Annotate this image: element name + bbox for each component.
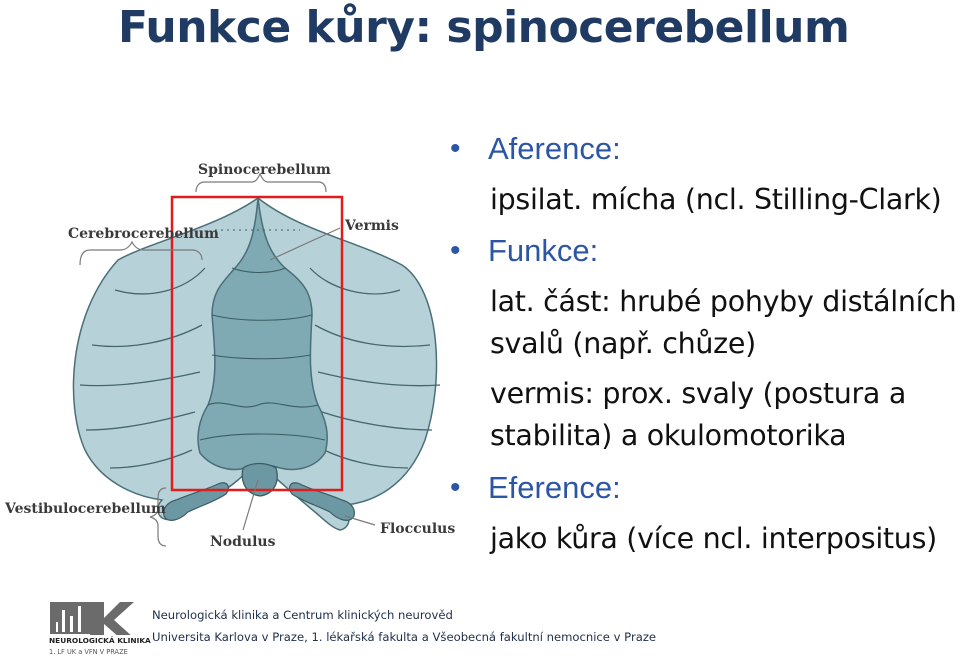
bullet-dot: • bbox=[450, 471, 461, 504]
bullet-dot: • bbox=[450, 132, 461, 165]
label-flocculus: Flocculus bbox=[380, 521, 456, 537]
cerebellum-diagram bbox=[0, 150, 456, 560]
label-nodulus: Nodulus bbox=[210, 534, 276, 550]
funkce-line-2: svalů (např. chůze) bbox=[490, 327, 756, 360]
neurology-clinic-logo bbox=[48, 598, 151, 656]
label-spinocerebellum: Spinocerebellum bbox=[198, 162, 331, 178]
bullet-list: • Aference: ipsilat. mícha (ncl. Stilling-Clark) • Funkce: lat. část: hrubé pohyby distálních svalů (např. chůze) vermis: prox. svaly (postura a stabilita) a okulomotorika • Eference: jako kůra (více ncl. interpositus) bbox=[450, 131, 957, 555]
label-vestibulocerebellum: Vestibulocerebellum bbox=[5, 501, 166, 517]
eference-line-1: jako kůra (více ncl. interpositus) bbox=[490, 522, 937, 555]
funkce-line-4: stabilita) a okulomotorika bbox=[490, 419, 847, 452]
slide-title: Funkce kůry: spinocerebellum bbox=[118, 2, 850, 53]
funkce-line-1: lat. část: hrubé pohyby distálních bbox=[490, 285, 957, 318]
footer-line-2: Universita Karlova v Praze, 1. lékařská fakulta a Všeobecná fakultní nemocnice v Praze bbox=[152, 630, 657, 644]
footer bbox=[0, 598, 960, 656]
label-cerebrocerebellum: Cerebrocerebellum bbox=[68, 226, 219, 242]
logo-subtext: 1. LF UK a VFN V PRAZE bbox=[49, 648, 128, 656]
aference-line-1: ipsilat. mícha (ncl. Stilling-Clark) bbox=[490, 183, 942, 216]
footer-line-1: Neurologická klinika a Centrum klinických neurověd bbox=[152, 608, 453, 622]
funkce-line-3: vermis: prox. svaly (postura a bbox=[490, 377, 906, 410]
bullet-dot: • bbox=[450, 234, 461, 267]
label-vermis: Vermis bbox=[345, 218, 399, 234]
logo-text: NEUROLOGICKÁ KLINIKA bbox=[49, 636, 151, 645]
